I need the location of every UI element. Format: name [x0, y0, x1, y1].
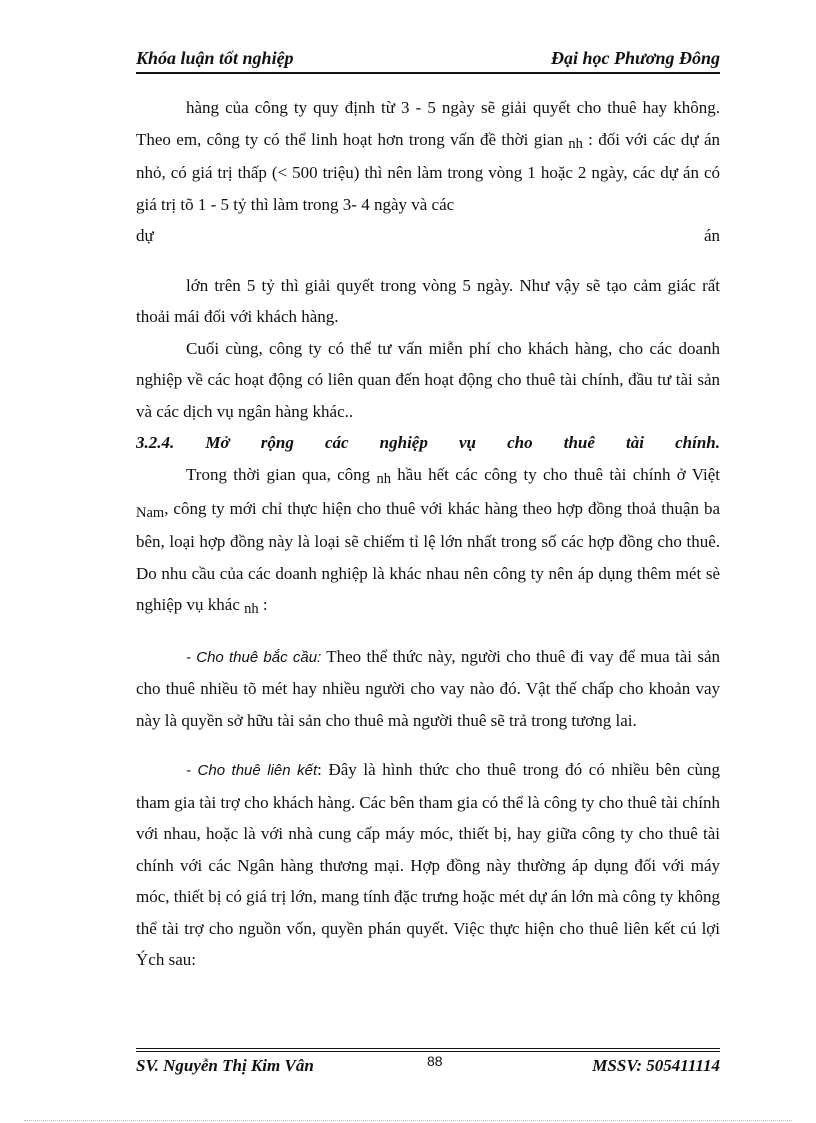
p4-subscript-2: Nam — [136, 504, 165, 521]
header-rule — [136, 72, 720, 74]
header-thesis-label: Khóa luận tốt nghiệp — [136, 48, 294, 68]
p1-line2: không. Theo em, công ty có thể linh hoạt hơn trong vấn đề thời gian — [136, 98, 720, 149]
p5-text: Theo thể thức này, người cho thuê đi vay để mua tài sản cho thuê nhiều tõ mét hay nhiều người cho vay nào đó. Vật thế chấp cho khoản vay này là quyền sở hữu tài sản cho thuê mà người thuê sẽ trả trong tương lai. — [136, 646, 720, 730]
paragraph-4 — [136, 459, 720, 623]
term-bridge-lease: - Cho thuê bắc cầu: — [186, 648, 322, 666]
footer-student-name: SV. Nguyễn Thị Kim Vân — [136, 1056, 314, 1075]
paragraph-1-last-line: dự án — [136, 226, 720, 245]
p6-text: : Đây là hình thức cho thuê trong đó có nhiều bên cùng tham gia tài trợ cho khách hàng. Các bên tham gia có thể là công ty cho thuê tài chính với nhau, hoặc là với nhà cung cấp máy móc, thiết bị, hay giữa công ty cho thuê tài chính với các Ngân hàng thương mại. Hợp đồng này thường áp dụng đối với máy móc, thiết bị có giá trị lớn, mang tính đặc trưng hoặc mét dự án lớn mà công ty không thể tài trợ cho nguồn vốn, quyền phán quyết. Việc thực hiện cho thuê liên kết cú lợi Ých sau: — [136, 760, 720, 969]
p4-text-a: Trong thời gian qua, công — [186, 465, 377, 484]
paragraph-1 — [136, 92, 720, 220]
p1-line4: hoặc 2 ngày, các dự án có giá trị tõ 1 - 5 tỷ thì làm trong 3- 4 ngày và các — [136, 163, 721, 214]
paragraph-3: Cuối cùng, công ty có thể tư vấn miễn phí cho khách hàng, cho các doanh nghiệp về các hoạt động có liên quan đến hoạt động cho thuê tài chính, đầu tư tài sản và các dịch vụ ngân hàng khác.. — [136, 338, 720, 421]
p4-text-c: , công ty mới chỉ thực hiện cho thuê với khác hàng theo hợp đồng thoả thuận ba bên, loại hợp đồng này là loại sẽ chiếm tỉ lệ lớn nhất trong số các hợp đồng cho thuê. Do nhu cầu của các doanh nghiệp là khác nhau nên công ty nên áp dụng thêm mét sè nghiệp vụ khác — [136, 498, 720, 614]
footer-rule-bottom — [136, 1051, 720, 1052]
p4-text-d: : — [258, 595, 268, 614]
paragraph-2: lớn trên 5 tỷ thì giải quyết trong vòng 5 ngày. Như vậy sẽ tạo cảm giác rất thoải mái đối với khách hàng. — [136, 275, 720, 326]
header-university-label: Đại học Phương Đông — [551, 48, 720, 68]
p4-text-b: hầu hết các công ty cho thuê tài chính ở Việt — [390, 465, 720, 484]
paragraph-6 — [136, 754, 720, 976]
paragraph-5 — [136, 641, 720, 737]
p1-subscript: nh — [568, 135, 583, 152]
footer-rule-top — [136, 1048, 720, 1049]
p4-subscript-3: nh — [244, 601, 259, 617]
footer-student-id: MSSV: 505411114 — [592, 1056, 720, 1075]
page-body — [136, 92, 720, 976]
page-number: 88 — [427, 1053, 443, 1069]
term-syndicated-lease: - Cho thuê liên kết — [186, 762, 318, 779]
p1-line3: đối với các dự án nhỏ, có giá trị thấp (< 500 triệu) thì nên làm trong vòng 1 — [136, 129, 720, 182]
p1-line2-end: : — [582, 129, 593, 149]
page-footer — [136, 1053, 720, 1080]
p4-subscript-1: nh — [376, 471, 391, 487]
section-heading: 3.2.4. Mở rộng các nghiệp vụ cho thuê tài chính. — [136, 433, 720, 452]
page-edge-dotted-line — [24, 1120, 792, 1121]
p1-line1: hàng của công ty quy định từ 3 - 5 ngày sẽ giải quyết cho thuê hay — [186, 98, 668, 117]
page-header — [136, 48, 720, 72]
